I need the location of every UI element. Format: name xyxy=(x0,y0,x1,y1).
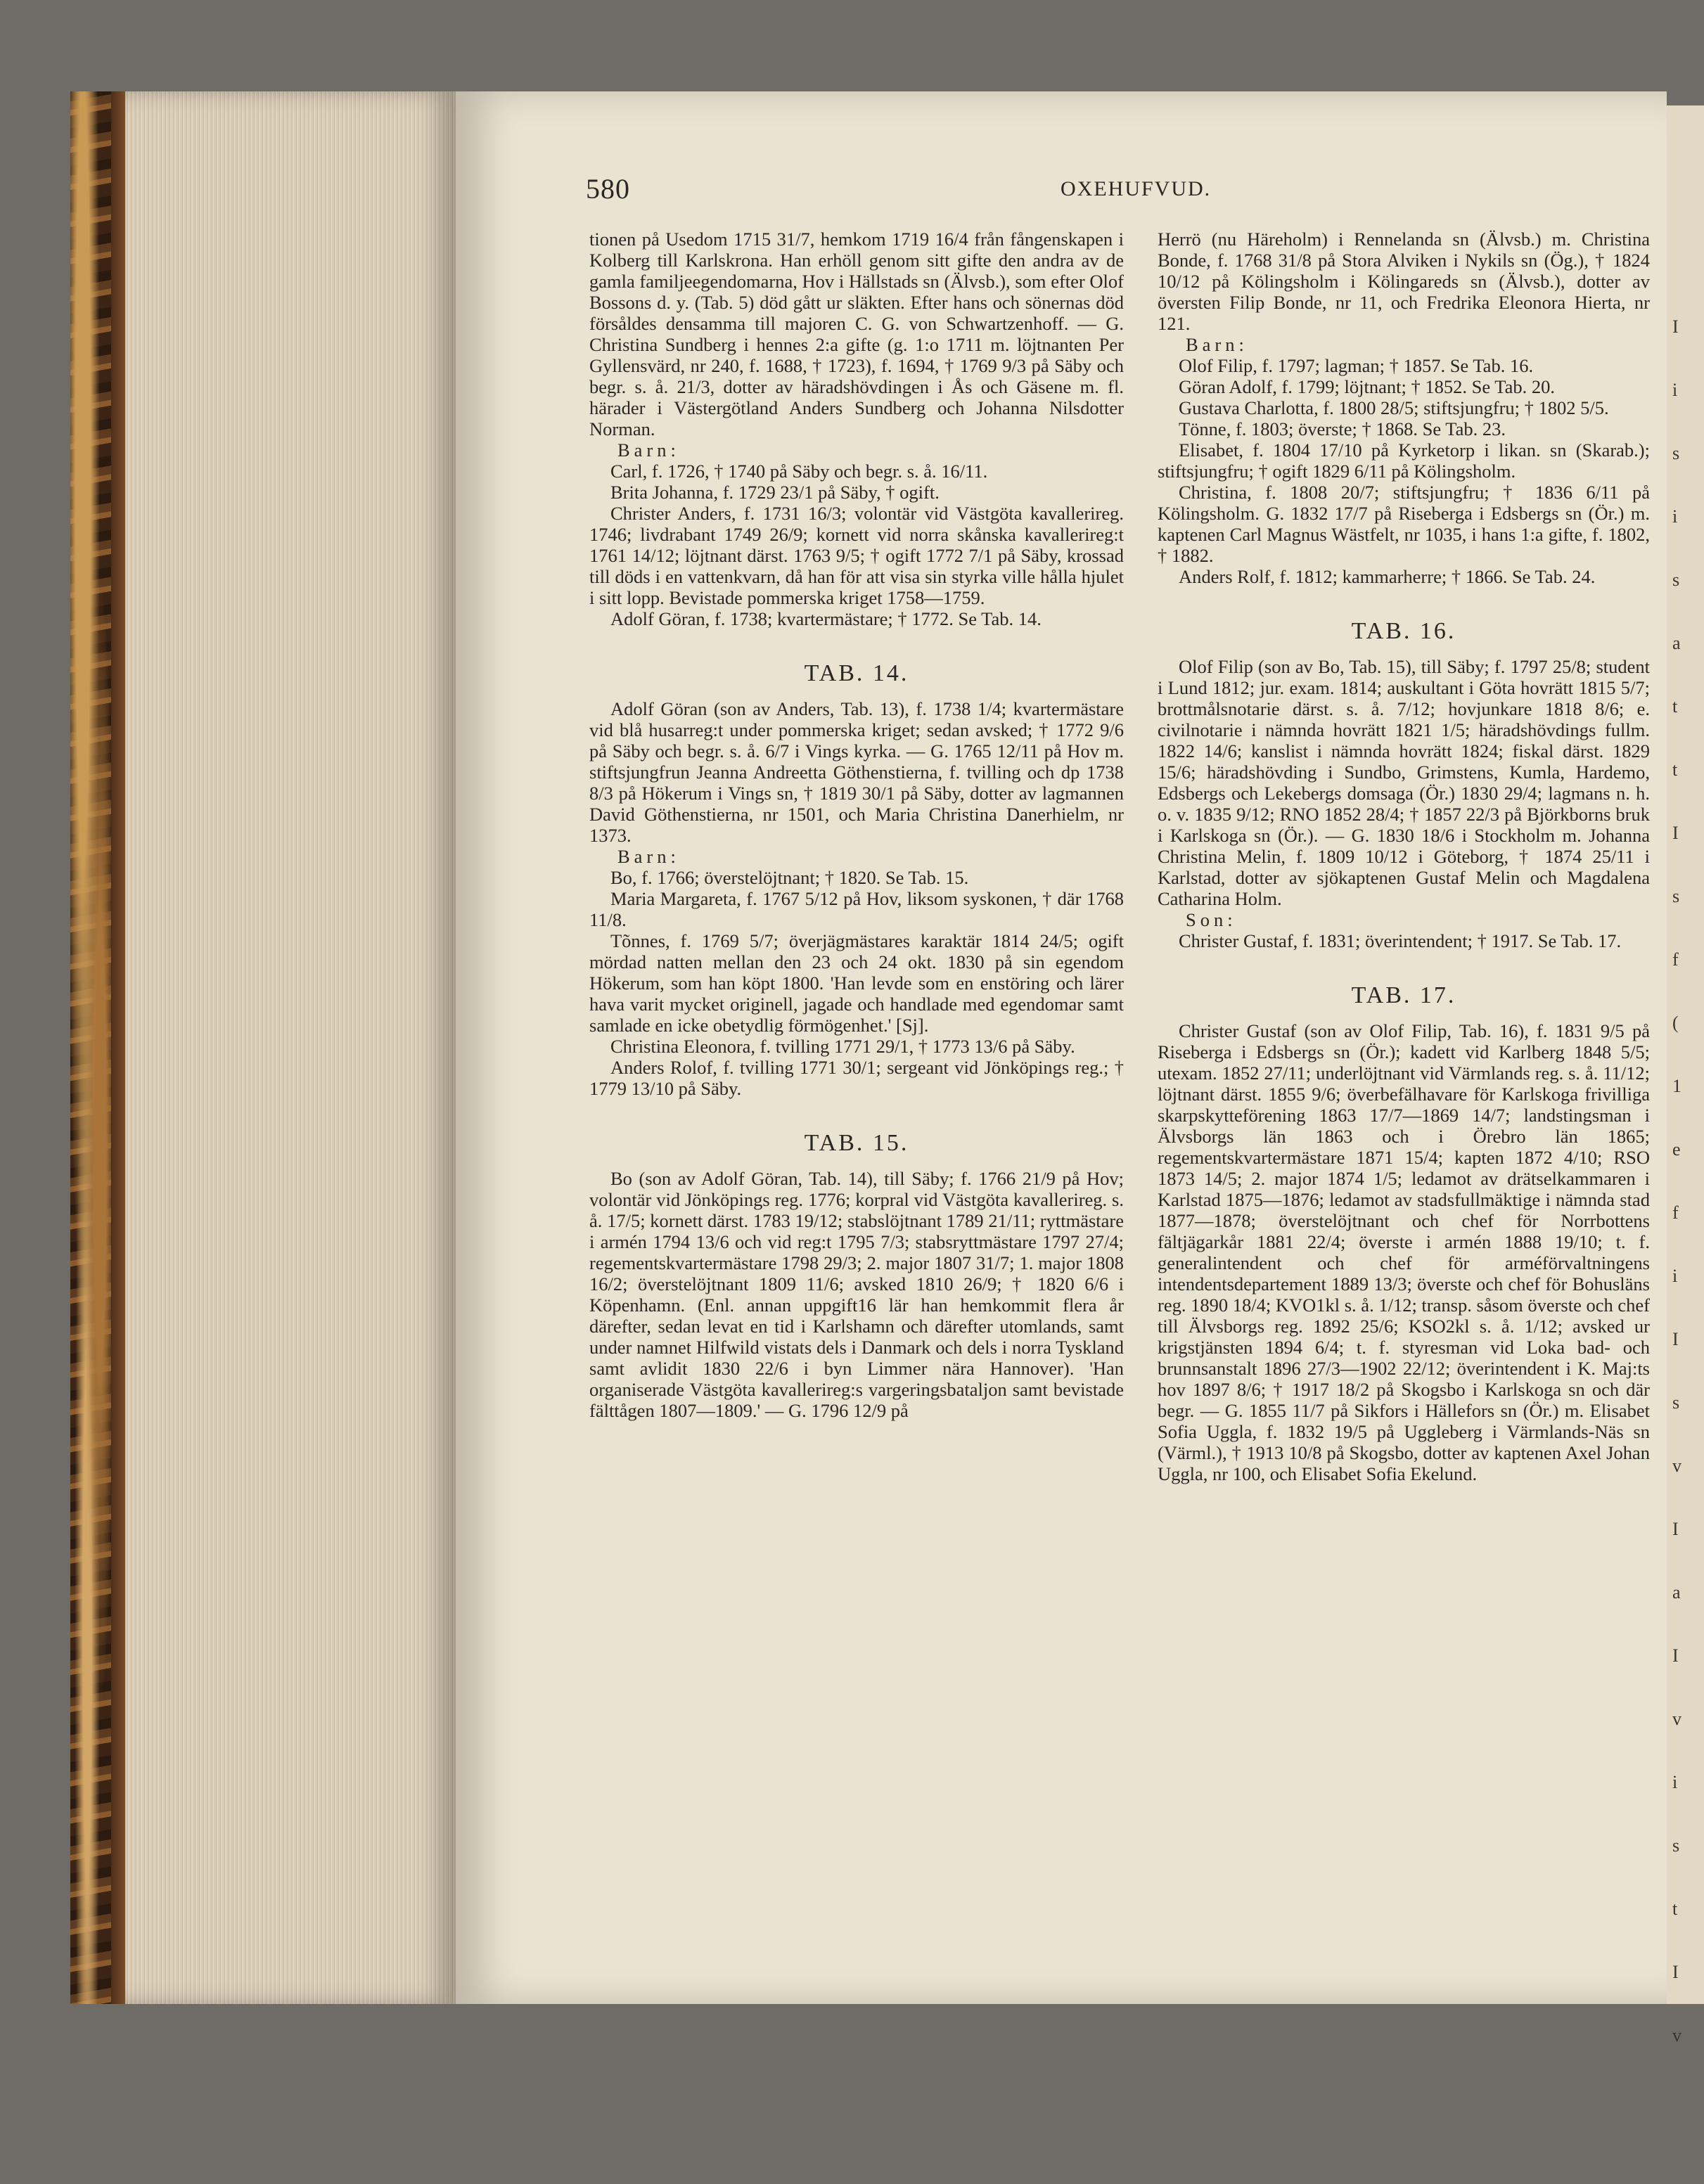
margin-fragment: f xyxy=(1672,949,1679,970)
child-entry: Carl, f. 1726, † 1740 på Säby och begr. s. å. 16/11. xyxy=(610,461,988,482)
left-column xyxy=(589,229,1124,1421)
margin-fragment: t xyxy=(1672,1899,1678,1919)
margin-fragment: I xyxy=(1672,1645,1679,1666)
paragraph: Herrö (nu Häreholm) i Rennelanda sn (Älvsb.) m. Christina Bonde, f. 1768 31/8 på Stora Alviken i Nykils sn (Ög.), † 1824 10/12 på Kölingsholm i Kölingareds sn (Älvsb.), dotter av översten Filip Bonde, nr 11, och Fredrika Eleonora Hierta, nr 121. xyxy=(1158,229,1650,334)
subheading-barn: Barn: xyxy=(617,846,680,867)
subheading-barn: Barn: xyxy=(617,439,680,461)
table-heading: TAB. 17. xyxy=(1351,982,1456,1008)
margin-fragment: i xyxy=(1672,380,1678,400)
child-entry: Christina, f. 1808 20/7; stiftsjungfru; † 1836 6/11 på Kölingsholm. G. 1832 17/7 på Riseberga i Edsbergs sn (Ör.) m. kaptenen Carl Magnus Wästfelt, nr 1035, i hans 1:a gifte, f. 1802, † 1882. xyxy=(1158,482,1650,566)
table-heading: TAB. 16. xyxy=(1351,618,1456,644)
margin-fragment: I xyxy=(1672,1329,1679,1349)
margin-fragment: f xyxy=(1672,1202,1679,1223)
child-entry: Maria Margareta, f. 1767 5/12 på Hov, liksom syskonen, † där 1768 11/8. xyxy=(589,888,1124,930)
margin-fragment: s xyxy=(1672,1392,1680,1413)
facing-page-margin xyxy=(1667,105,1704,2045)
margin-fragment: v xyxy=(1672,2025,1681,2045)
margin-fragment: ( xyxy=(1672,1013,1679,1033)
margin-fragment: s xyxy=(1672,1835,1680,1856)
child-entry: Göran Adolf, f. 1799; löjtnant; † 1852. Se Tab. 20. xyxy=(1179,376,1555,397)
subheading-barn: Barn: xyxy=(1186,334,1248,355)
book-cover-spine-edge xyxy=(111,91,125,2004)
margin-fragment: t xyxy=(1672,759,1678,780)
child-entry: Christina Eleonora, f. tvilling 1771 29/1, † 1773 13/6 på Säby. xyxy=(610,1036,1075,1057)
table-heading: TAB. 15. xyxy=(804,1130,909,1156)
page-stack-edge xyxy=(125,91,456,2004)
subheading-son: Son: xyxy=(1186,909,1237,930)
paragraph: tionen på Usedom 1715 31/7, hemkom 1719 16/4 från fångenskapen i Kolberg till Karlskrona. Han erhöll genom sitt gifte den andra av de gamla familjeegendomarna, Hov i Hällstads sn (Älvsb.), som efter Olof Bossons d. y. (Tab. 5) död gått ur släkten. Efter hans och sönernas död försåldes densamma till majoren C. G. von Schwartzenhoff. — G. Christina Sundberg i hennes 2:a gifte (g. 1:o 1711 m. löjtnanten Per Gyllensvärd, nr 240, f. 1688, † 1723), f. 1694, † 1769 9/3 på Säby och begr. s. å. 21/3, dotter av häradshövdingen i Ås och Gäsene m. fl. härader i Västergötland Anders Sundberg och Johanna Nilsdotter Norman. xyxy=(589,229,1124,439)
child-entry: Christer Anders, f. 1731 16/3; volontär vid Västgöta kavallerireg. 1746; livdrabant 1749 26/9; kornett vid norra skånska kavallerireg:t 1761 14/12; löjtnant därst. 1763 9/5; † ogift 1772 7/1 på Säby, krossad till döds i en vattenkvarn, då han för att visa sin styrka ville hålla hjulet i sitt lopp. Bevistade pommerska kriget 1758—1759. xyxy=(589,503,1124,608)
child-entry: Elisabet, f. 1804 17/10 på Kyrketorp i likan. sn (Skarab.); stiftsjungfru; † ogift 1829 6/11 på Kölingsholm. xyxy=(1158,439,1650,482)
child-entry: Tönne, f. 1803; överste; † 1868. Se Tab. 23. xyxy=(1179,418,1506,439)
margin-fragment: v xyxy=(1672,1709,1681,1729)
child-entry: Christer Gustaf, f. 1831; överintendent; † 1917. Se Tab. 17. xyxy=(1179,930,1622,951)
margin-fragment: I xyxy=(1672,316,1679,337)
margin-fragment: a xyxy=(1672,1582,1681,1602)
paragraph: Christer Gustaf (son av Olof Filip, Tab. 16), f. 1831 9/5 på Riseberga i Edsbergs sn (Ör.); kadett vid Karlberg 1848 5/5; utexam. 1852 27/11; underlöjtnant vid Värmlands reg. s. å. 11/12; löjtnant därst. 1855 9/6; överbefälhavare för Karlskoga frivilliga skarpskytteförening 1863 17/7—1869 14/7; landstingsman i Älvsborgs län 1863 och i Örebro län 1865; regementskvartermästare 1871 15/4; kapten 1872 4/10; RSO 1873 14/5; 2. major 1874 1/5; ledamot av drätselkammaren i Karlstad 1875—1876; ledamot av stadsfullmäktige i nämnda stad 1877—1878; överstelöjtnant och chef för Norrbottens fältjägarkår 1881 22/4; överste i armén 1888 19/10; t. f. generalintendent och chef för arméförvaltningens intendentsdepartement 1889 13/3; överste och chef för Bohusläns reg. 1890 18/4; KVO1kl s. å. 1/12; transp. såsom överste och chef till Älvsborgs reg. 1892 25/6; KSO2kl s. å. 1/12; avsked ur krigstjänsten 1894 6/4; t. f. styresman vid Loka bad- och brunnsanstalt 1896 27/3—1902 22/12; överintendent i K. Maj:ts hov 1897 8/6; † 1917 18/2 på Skogsbo i Karlskoga sn och där begr. — G. 1855 11/7 på Sikfors i Hällefors sn (Ör.) m. Elisabet Sofia Uggla, f. 1832 19/5 på Uggleberg i Värmlands-Näs sn (Värml.), † 1913 10/8 på Skogsbo, dotter av kaptenen Axel Johan Uggla, nr 100, och Elisabet Sofia Ekelund. xyxy=(1158,1020,1650,1484)
margin-fragment: s xyxy=(1672,570,1680,590)
table-heading: TAB. 14. xyxy=(804,660,909,686)
paragraph: Adolf Göran (son av Anders, Tab. 13), f. 1738 1/4; kvartermästare vid blå husarreg:t under pommerska kriget; sedan avsked; † 1772 9/6 på Säby och begr. s. å. 6/7 i Vings kyrka. — G. 1765 12/11 på Hov m. stiftsjungfrun Jeanna Andreetta Göthenstierna, f. tvilling och dp 1738 8/3 på Hökerum i Vings sn, † 1819 30/1 på Säby, dotter av lagmannen David Göthenstierna, nr 1501, och Maria Christina Danerhielm, nr 1373. xyxy=(589,698,1124,846)
book-cover-marbled-edge xyxy=(70,91,114,2004)
margin-fragment: s xyxy=(1672,886,1680,906)
child-entry: Olof Filip, f. 1797; lagman; † 1857. Se Tab. 16. xyxy=(1179,355,1534,376)
margin-fragment: v xyxy=(1672,1456,1681,1476)
child-entry: Brita Johanna, f. 1729 23/1 på Säby, † ogift. xyxy=(610,482,940,503)
book-page xyxy=(456,91,1667,2004)
margin-fragment: i xyxy=(1672,506,1678,527)
child-entry: Anders Rolof, f. tvilling 1771 30/1; sergeant vid Jönköpings reg.; † 1779 13/10 på Säby. xyxy=(589,1057,1124,1099)
child-entry: Adolf Göran, f. 1738; kvartermästare; † 1772. Se Tab. 14. xyxy=(610,608,1042,629)
child-entry: Anders Rolf, f. 1812; kammarherre; † 1866. Se Tab. 24. xyxy=(1179,566,1596,587)
running-head: OXEHUFVUD. xyxy=(1061,177,1212,200)
child-entry: Bo, f. 1766; överstelöjtnant; † 1820. Se Tab. 15. xyxy=(610,867,969,888)
margin-fragment: s xyxy=(1672,443,1680,463)
page-number: 580 xyxy=(586,173,630,205)
margin-fragment: i xyxy=(1672,1772,1678,1792)
margin-fragment: i xyxy=(1672,1266,1678,1286)
margin-fragment: a xyxy=(1672,633,1681,653)
child-entry: Tõnnes, f. 1769 5/7; överjägmästares karaktär 1814 24/5; ogift mördad natten mellan den 23 och 24 okt. 1830 på sin egendom Hökerum, som han köpt 1800. 'Han levde som en enstöring och lärer hava varit mycket originell, jagade och handlade med egendomar samt samlade en icke obetydlig förmögenhet.' [Sj]. xyxy=(589,930,1124,1036)
right-column xyxy=(1158,229,1650,1484)
margin-fragment: t xyxy=(1672,696,1678,717)
margin-fragment: I xyxy=(1672,1962,1679,1982)
margin-fragment: I xyxy=(1672,823,1679,843)
paragraph: Bo (son av Adolf Göran, Tab. 14), till Säby; f. 1766 21/9 på Hov; volontär vid Jönköpings reg. 1776; korpral vid Västgöta kavallerireg. s. å. 17/5; kornett därst. 1783 19/12; stabslöjtnant 1789 21/11; ryttmästare i armén 1794 13/6 och vid reg:t 1795 7/3; stabsryttmästare 1797 27/4; regementskvartermästare 1798 29/3; 2. major 1807 31/7; 1. major 1808 16/2; överstelöjtnant 1809 11/6; avsked 1810 26/9; † 1820 6/6 i Köpenhamn. (Enl. annan uppgift16 lär han hemkommit flera år därefter, sedan levat en tid i Karlshamn och därefter utomlands, samt under namnet Hilfwild vistats dels i Danmark och dels i norra Tyskland samt avlidit 1830 22/6 i byn Limmer nära Hannover). 'Han organiserade Västgöta kavallerireg:s vargeringsbataljon samt bevistade fälttågen 1807—1809.' — G. 1796 12/9 på xyxy=(589,1168,1124,1421)
margin-fragment: e xyxy=(1672,1139,1681,1160)
margin-fragment: 1 xyxy=(1672,1076,1681,1096)
child-entry: Gustava Charlotta, f. 1800 28/5; stiftsjungfru; † 1802 5/5. xyxy=(1179,397,1609,418)
paragraph: Olof Filip (son av Bo, Tab. 15), till Säby; f. 1797 25/8; student i Lund 1812; jur. exam. 1814; auskultant i Göta hovrätt 1815 5/7; brottmålsnotarie därst. s. å. 7/12; hovjunkare 1818 8/6; e. civilnotarie i nämnda hovrätt 1821 1/5; häradshövdings fullm. 1822 14/6; kanslist i nämnda hovrätt 1824; fiskal därst. 1829 15/6; häradshövding i Sundbo, Grimstens, Kumla, Hardemo, Edsbergs och Lekebergs domsaga (Ör.) 1830 29/4; lagmans n. h. o. v. 1835 9/12; RNO 1852 28/4; † 1857 22/3 på Björkborns bruk i Karlskoga sn (Ör.). — G. 1830 18/6 i Stockholm m. Johanna Christina Melin, f. 1809 10/12 i Göteborg, † 1874 25/11 i Karlstad, dotter av sjökaptenen Gustaf Melin och Magdalena Catharina Holm. xyxy=(1158,656,1650,909)
margin-fragment: I xyxy=(1672,1519,1679,1539)
